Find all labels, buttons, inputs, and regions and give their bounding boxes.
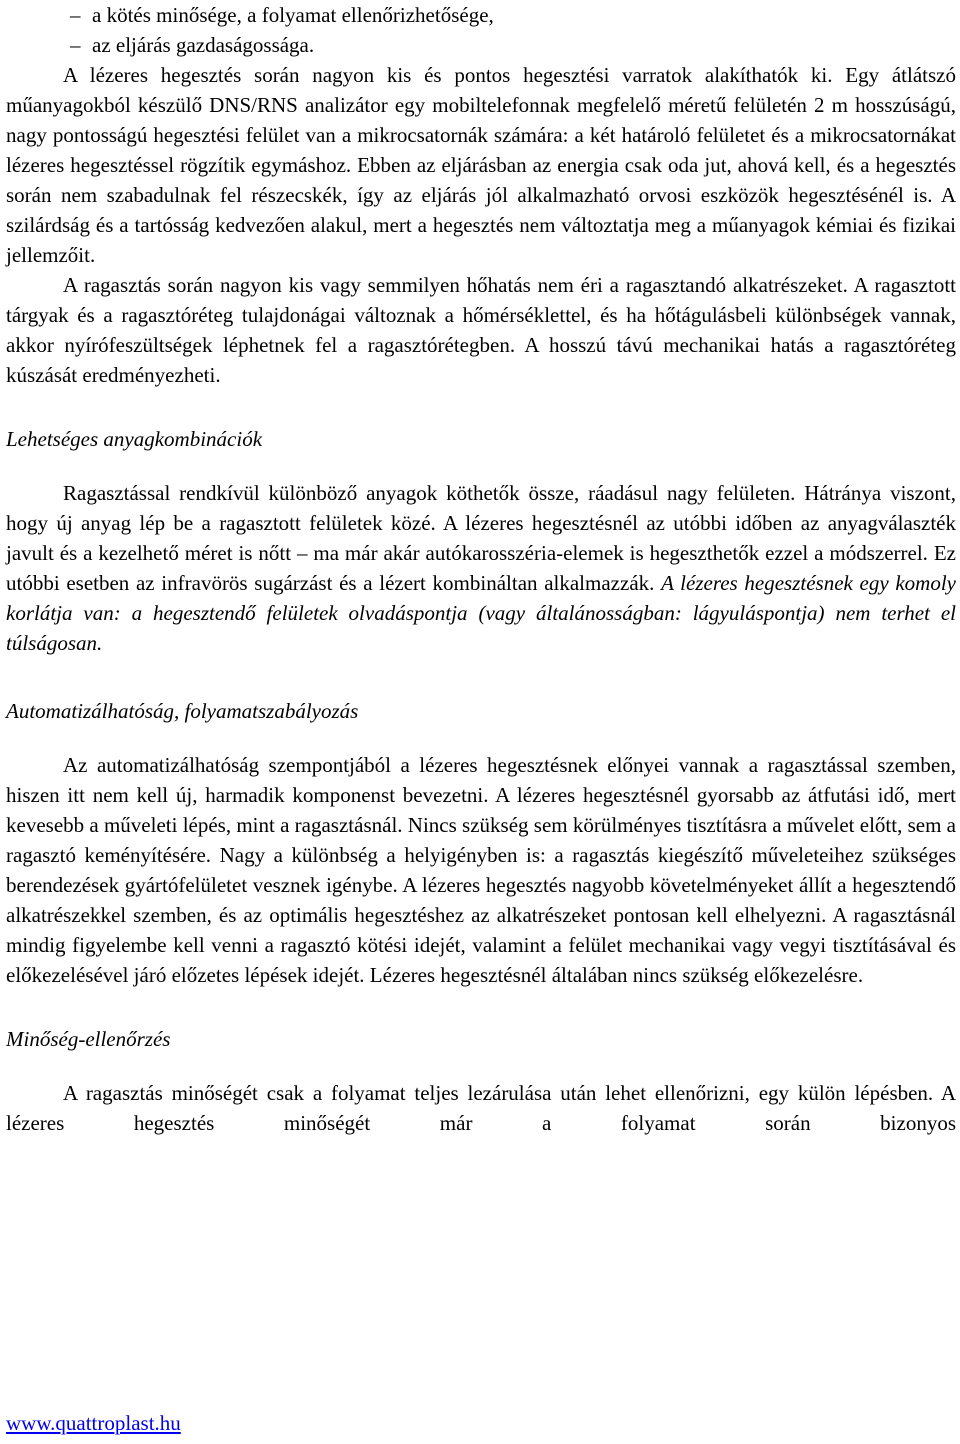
paragraph-laser-welding: A lézeres hegesztés során nagyon kis és pontos hegesztési varratok alakíthatók ki. Egy átlátszó műanyagokból készülő DNS/RNS analizátor egy mobiltelefonnak megfelelő méretű felületén 2 m hosszúságú, nagy pontosságú hegesztési felület van a mikrocsatornák számára: a két határoló felületet és a mikrocsatornákat lézeres hegesztéssel rögzítik egymáshoz. Ebben az eljárásban az energia csak oda jut, ahová kell, és a hegesztés során nem szabadulnak fel részecskék, így az eljárás jól alkalmazható orvosi eszközök hegesztésénél is. A szilárdság és a tartósság kedvezően alakul, mert a hegesztés nem változtatja meg a műanyagok kémiai és fizikai jellemzőit. — [6, 63, 956, 267]
paragraph-automation: Az automatizálhatóság szempontjából a lézeres hegesztésnek előnyei vannak a ragasztással szemben, hiszen itt nem kell új, harmadik komponenst bevezetni. A lézeres hegesztésnél gyorsabb az átfutási idő, mert kevesebb a műveleti lépés, mint a ragasztásnál. Nincs szükség sem körülményes tisztításra a művelet előtt, sem a ragasztó keményítésére. Nagy a különbség a helyigényben is: a ragasztás kiegészítő műveleteihez szükséges berendezések gyártófelületet vesznek igénybe. A lézeres hegesztés nagyobb követelményeket állít a hegesztendő alkatrészekkel szemben, és az optimális hegesztéshez az alkatrészeket pontosan kell elhelyezni. A ragasztásnál mindig figyelembe kell venni a ragasztó kötési idejét, valamint a felület mechanikai vagy vegyi tisztításával és előkezelésével járó előzetes lépések idejét. Lézeres hegesztésnél általában nincs szükség előkezelésre. — [6, 753, 956, 987]
bullet-list — [6, 0, 956, 60]
bullet-text: a kötés minősége, a folyamat ellenőrizhetősége, — [92, 3, 494, 27]
paragraph-italic-text: A lézeres hegesztésnek egy komoly korlátja van: a hegesztendő felületek olvadáspontja (vagy általánosságban: lágyuláspontja) nem terhet el túlságosan. — [6, 571, 956, 655]
footer-website-link[interactable]: www.quattroplast.hu — [6, 1411, 181, 1435]
bullet-dash: – — [70, 3, 81, 27]
paragraph-adhesive-bonding: A ragasztás során nagyon kis vagy semmilyen hőhatás nem éri a ragasztandó alkatrészeket. A ragasztott tárgyak és a ragasztóréteg tulajdonágai változnak a hőmérséklettel, és ha hőtágulásbeli különbségek vannak, akkor nyírófeszültségek léphetnek fel a ragasztórétegben. A hosszú távú mechanikai hatás a ragasztóréteg kúszását eredményezheti. — [6, 273, 956, 387]
list-item — [6, 30, 956, 60]
paragraph-quality-control: A ragasztás minőségét csak a folyamat teljes lezárulása után lehet ellenőrizni, egy külön lépésben. A lézeres hegesztés minőségét már a folyamat során bizonyos — [6, 1081, 956, 1135]
bullet-dash: – — [70, 33, 81, 57]
section-heading-automation: Automatizálhatóság, folyamatszabályozás — [6, 699, 359, 723]
paragraph-material-combinations — [6, 478, 956, 658]
paragraph-text: Ragasztással rendkívül különböző anyagok köthetők össze, ráadásul nagy felületen. Hátránya viszont, hogy új anyag lép be a ragasztott felületek közé. A lézeres hegesztésnél az utóbbi időben az anyagválaszték javult és a kezelhető méret is nőtt – ma már akár autókarosszéria-elemek is hegeszthetők ezzel a módszerrel. Ez utóbbi esetben az infravörös sugárzást és a lézert kombináltan alkalmazzák. — [6, 481, 956, 595]
document-page — [6, 0, 956, 1138]
list-item — [6, 0, 956, 30]
section-heading-quality-control: Minőség-ellenőrzés — [6, 1027, 171, 1051]
section-heading-material-combinations: Lehetséges anyagkombinációk — [6, 427, 263, 451]
bullet-text: az eljárás gazdaságossága. — [92, 33, 315, 57]
